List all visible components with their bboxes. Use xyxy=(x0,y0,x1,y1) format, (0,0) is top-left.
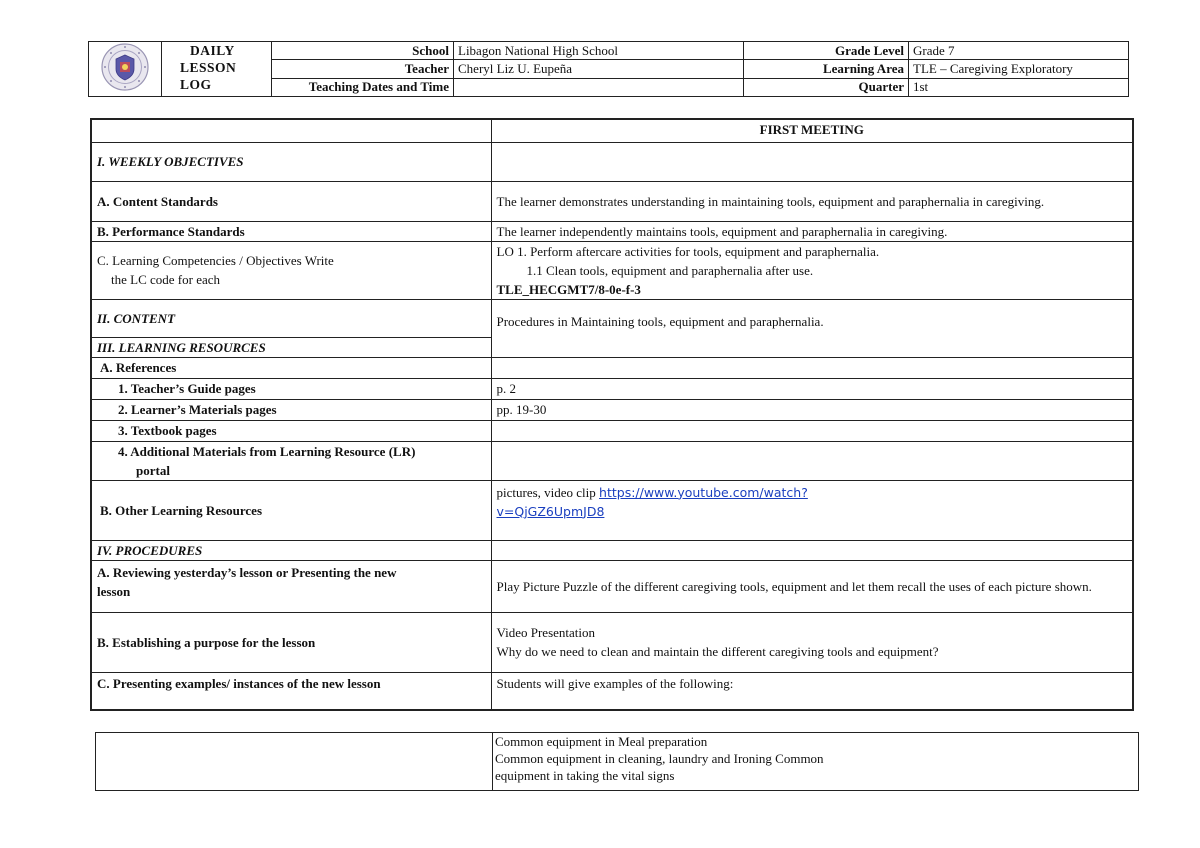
establishing-label: B. Establishing a purpose for the lesson xyxy=(91,612,491,672)
competency-1-1: 1.1 Clean tools, equipment and paraphernalia after use. xyxy=(526,262,814,278)
weekly-objectives-value xyxy=(491,142,1133,181)
content-standards-label: A. Content Standards xyxy=(91,181,491,221)
presenting-label: C. Presenting examples/ instances of the new lesson xyxy=(91,672,491,710)
performance-standards-value: The learner independently maintains tools, equipment and paraphernalia in caregiving. xyxy=(491,221,1133,241)
teachers-guide-value: p. 2 xyxy=(491,378,1133,399)
weekly-objectives-heading: I. WEEKLY OBJECTIVES xyxy=(91,142,491,181)
content-standards-value: The learner demonstrates understanding in maintaining tools, equipment and paraphernalia in caregiving. xyxy=(491,181,1133,221)
content-value xyxy=(491,299,1133,357)
quarter-value: 1st xyxy=(909,78,1129,96)
content-heading: II. CONTENT xyxy=(91,299,491,337)
establishing-value xyxy=(491,612,1133,672)
other-resources-label: B. Other Learning Resources xyxy=(91,480,491,540)
content-value-text: Procedures in Maintaining tools, equipment and paraphernalia. xyxy=(496,313,824,329)
blank-header-cell xyxy=(91,119,491,142)
deped-seal-icon xyxy=(100,42,150,92)
title-line-lesson: LESSON xyxy=(180,60,237,75)
teacher-label: Teacher xyxy=(272,60,454,78)
competencies-label-line2: the LC code for each xyxy=(111,272,221,287)
textbook-value xyxy=(491,420,1133,441)
continuation-value xyxy=(493,733,1139,791)
competency-lo1: LO 1. Perform aftercare activities for tools, equipment and paraphernalia. xyxy=(496,243,880,259)
reviewing-label-line2: lesson xyxy=(97,583,131,599)
reviewing-label xyxy=(91,560,491,612)
video-link-part1[interactable]: https://www.youtube.com/watch? xyxy=(599,484,808,500)
additional-materials-line1: 4. Additional Materials from Learning Resource (LR) xyxy=(118,443,416,459)
continuation-blank-cell xyxy=(96,733,493,791)
deped-seal-cell xyxy=(89,42,162,97)
competencies-label-write: Write xyxy=(301,253,334,268)
learners-materials-value: pp. 19-30 xyxy=(491,399,1133,420)
title-line-log: LOG xyxy=(180,77,212,92)
learning-area-label: Learning Area xyxy=(744,60,909,78)
grade-level-label: Grade Level xyxy=(744,42,909,60)
lc-code: TLE_HECGMT7/8-0e-f-3 xyxy=(496,281,641,297)
additional-materials-value xyxy=(491,441,1133,480)
other-resources-value xyxy=(491,480,1133,540)
school-label: School xyxy=(272,42,454,60)
textbook-label: 3. Textbook pages xyxy=(91,420,491,441)
learning-area-value: TLE – Caregiving Exploratory xyxy=(909,60,1129,78)
first-meeting-header: FIRST MEETING xyxy=(491,119,1133,142)
references-heading: A. References xyxy=(91,357,491,378)
title-line-daily: DAILY xyxy=(190,43,235,58)
presenting-value: Students will give examples of the following: xyxy=(491,672,1133,710)
learning-resources-heading: III. LEARNING RESOURCES xyxy=(91,337,491,357)
header-table xyxy=(88,41,1129,97)
continuation-line2: Common equipment in cleaning, laundry and Ironing Common xyxy=(495,751,824,766)
lesson-log-table xyxy=(90,118,1134,711)
other-resources-text: pictures, video clip xyxy=(496,484,600,500)
teaching-dates-value xyxy=(454,78,744,96)
school-value: Libagon National High School xyxy=(454,42,744,60)
competencies-label xyxy=(91,241,491,299)
competencies-value xyxy=(491,241,1133,299)
procedures-value xyxy=(491,540,1133,560)
video-link-part2[interactable]: v=QjGZ6UpmJD8 xyxy=(496,503,605,519)
teaching-dates-label: Teaching Dates and Time xyxy=(272,78,454,96)
continuation-line1: Common equipment in Meal preparation xyxy=(495,734,708,749)
performance-standards-label: B. Performance Standards xyxy=(91,221,491,241)
additional-materials-label xyxy=(91,441,491,480)
competencies-label-bold: C. Learning Competencies / Objectives xyxy=(97,253,302,268)
establishing-line1: Video Presentation xyxy=(496,625,596,640)
teachers-guide-label: 1. Teacher’s Guide pages xyxy=(91,378,491,399)
references-value xyxy=(491,357,1133,378)
reviewing-value: Play Picture Puzzle of the different caregiving tools, equipment and let them recall the uses of each picture shown. xyxy=(491,560,1133,612)
continuation-table xyxy=(95,732,1139,791)
continuation-line3: equipment in taking the vital signs xyxy=(495,768,675,783)
teacher-value: Cheryl Liz U. Eupeña xyxy=(454,60,744,78)
reviewing-label-line1: A. Reviewing yesterday’s lesson or Presenting the new xyxy=(97,564,397,580)
daily-lesson-log-title xyxy=(162,42,272,97)
grade-level-value: Grade 7 xyxy=(909,42,1129,60)
establishing-line2: Why do we need to clean and maintain the different caregiving tools and equipment? xyxy=(496,644,939,659)
quarter-label: Quarter xyxy=(744,78,909,96)
procedures-heading: IV. PROCEDURES xyxy=(91,540,491,560)
additional-materials-line2: portal xyxy=(136,462,170,478)
learners-materials-label: 2. Learner’s Materials pages xyxy=(91,399,491,420)
